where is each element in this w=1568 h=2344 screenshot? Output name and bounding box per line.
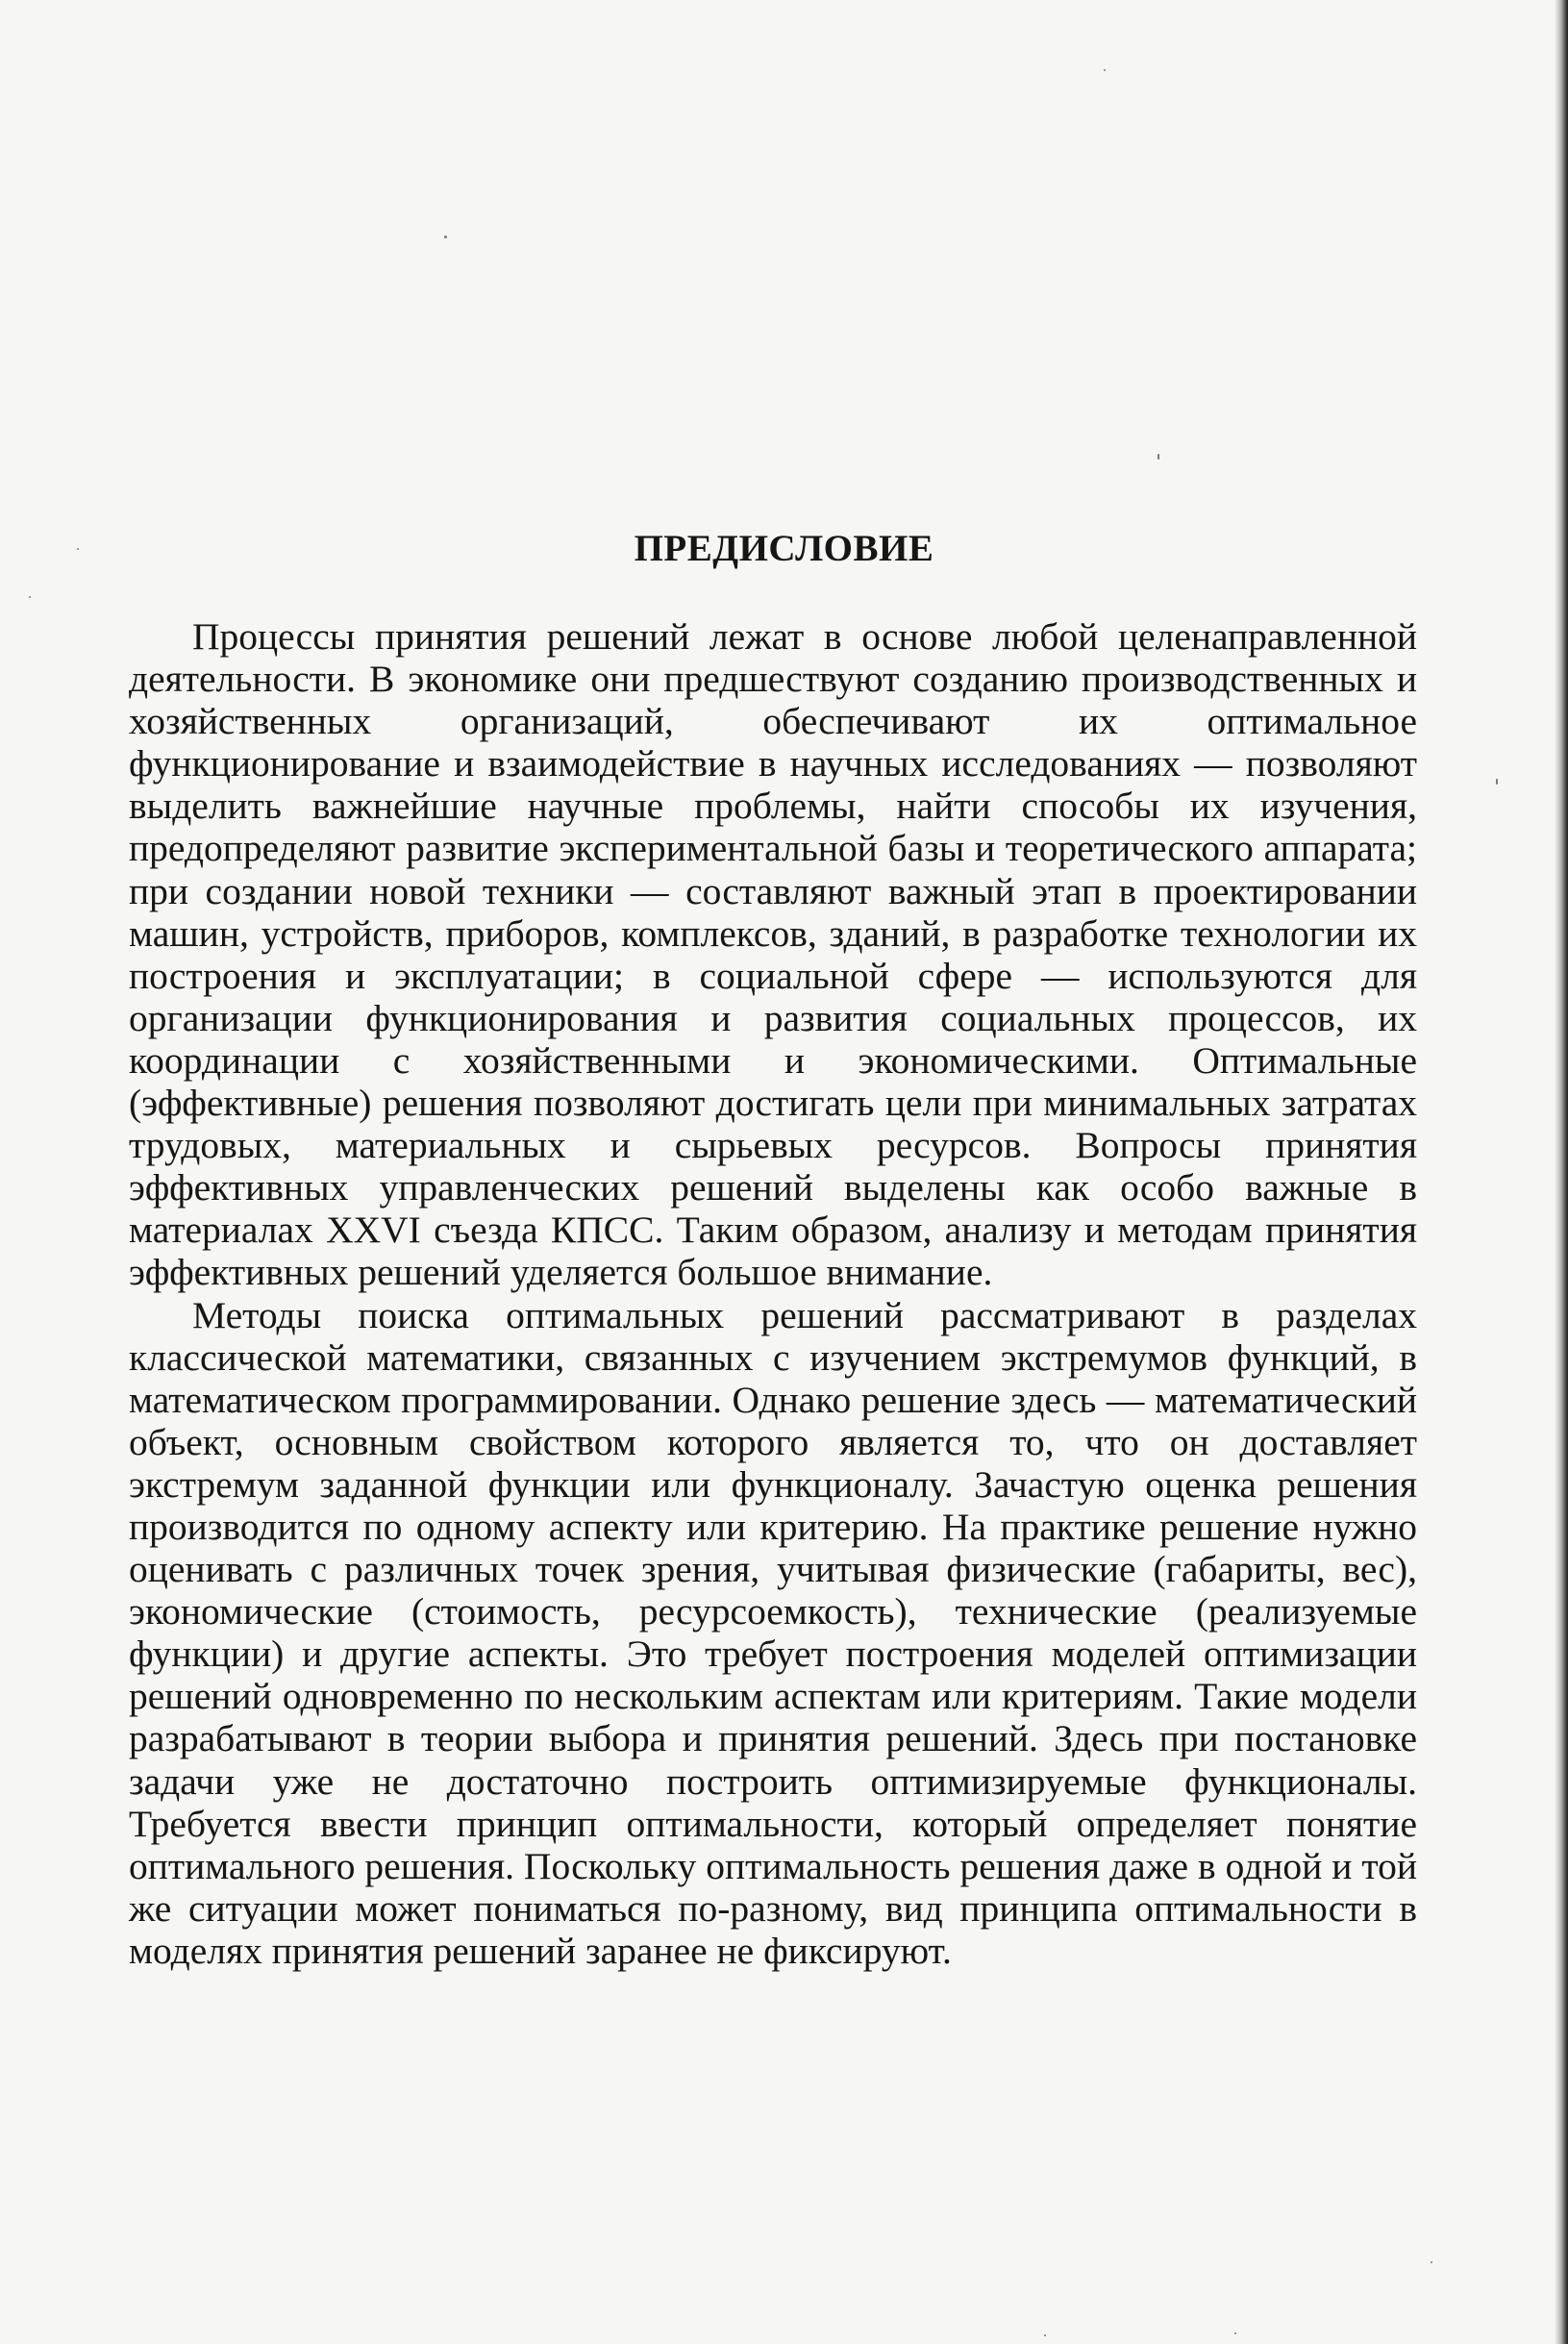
scan-speck xyxy=(1431,2261,1432,2263)
paragraph: Методы поиска оптимальных решений рассматривают в разделах классической математики, связанных с изучением экстремумов функций, в математическом программировании. Однако решение здесь — математический объект, основным свойством которого является то, что он доставляет экстремум заданной функции или функционалу. Зачастую оценка решения производится по одному аспекту или критерию. На практике решение нужно оценивать с различных точек зрения, учитывая физические (габариты, вес), экономические (стоимость, ресурсоемкость), технические (реализуемые функции) и другие аспекты. Это требует построения моделей оптимизации решений одновременно по нескольким аспектам или критериям. Такие модели разрабатывают в теории выбора и принятия решений. Здесь при постановке задачи уже не достаточно построить оптимизируемые функционалы. Требуется ввести принцип оптимальности, который определяет понятие оптимального решения. Поскольку оптимальность решения даже в одной и той же ситуации может пониматься по-разному, вид принципа оптимальности в моделях принятия решений заранее не фиксируют. xyxy=(129,1293,1417,1972)
page-title: ПРЕДИСЛОВИЕ xyxy=(634,528,934,569)
scan-speck xyxy=(1496,779,1498,785)
scan-speck xyxy=(29,596,31,598)
scan-speck xyxy=(1157,454,1159,460)
scan-edge-shadow xyxy=(1555,0,1568,2344)
body-text xyxy=(129,615,1417,1972)
scan-speck xyxy=(444,236,447,238)
scan-speck xyxy=(1044,2334,1046,2336)
scan-speck xyxy=(1234,2332,1236,2334)
paragraph: Процессы принятия решений лежат в основе любой целенаправленной деятельности. В экономике они предшествуют созданию производственных и хозяйственных организаций, обеспечивают их оптимальное функционирование и взаимодействие в научных исследованиях — позволяют выделить важнейшие научные проблемы, найти способы их изучения, предопределяют развитие экспериментальной базы и теоретического аппарата; при создании новой техники — составляют важный этап в проектировании машин, устройств, приборов, комплексов, зданий, в разработке технологии их построения и эксплуатации; в социальной сфере — используются для организации функционирования и развития социальных процессов, их координации с хозяйственными и экономическими. Оптимальные (эффективные) решения позволяют достигать цели при минимальных затратах трудовых, материальных и сырьевых ресурсов. Вопросы принятия эффективных управленческих решений выделены как особо важные в материалах XXVI съезда КПСС. Таким образом, анализу и методам принятия эффективных решений уделяется большое внимание. xyxy=(129,615,1417,1294)
scan-speck xyxy=(1104,69,1106,71)
